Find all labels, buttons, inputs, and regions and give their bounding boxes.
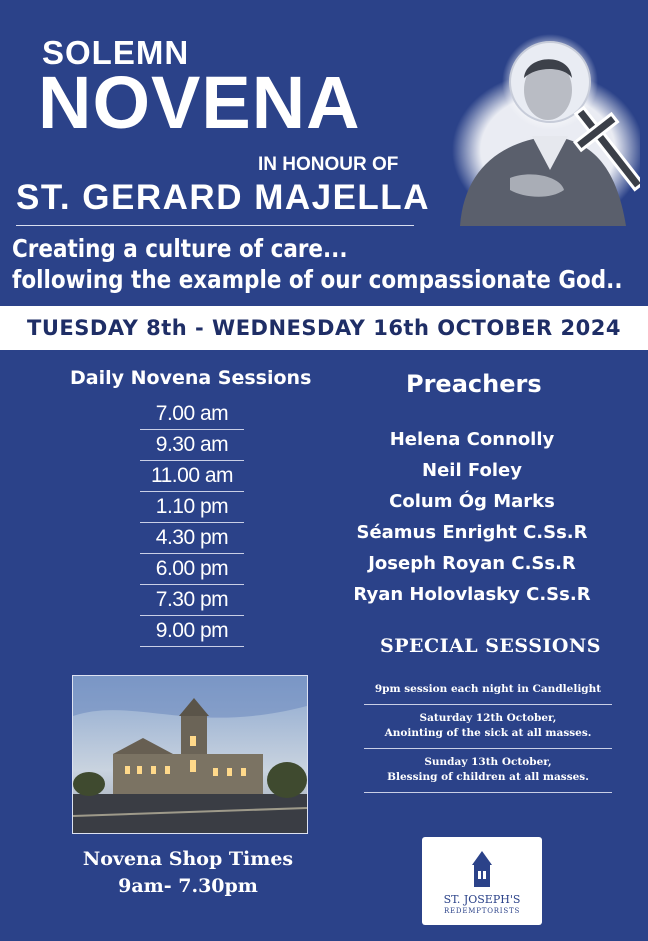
session-time: 7.30 pm xyxy=(140,585,244,616)
special-sessions-list xyxy=(364,676,612,793)
special-sessions-heading: SPECIAL SESSIONS xyxy=(380,635,601,657)
tagline-line-1: Creating a culture of care... xyxy=(12,234,348,263)
special-session-line: 9pm session each night in Candlelight xyxy=(374,683,602,695)
preacher-name: Helena Connolly xyxy=(389,429,555,450)
preacher-name: Neil Foley xyxy=(422,460,522,481)
preacher-name: Ryan Holovlasky C.Ss.R xyxy=(353,584,591,605)
logo-name: ST. JOSEPH'S xyxy=(443,893,521,906)
saint-name: ST. GERARD MAJELLA xyxy=(16,178,430,217)
title-divider xyxy=(16,225,414,226)
session-time: 11.00 am xyxy=(140,461,244,492)
preacher-name: Colum Óg Marks xyxy=(389,491,555,512)
special-session-line: Sunday 13th October, xyxy=(424,756,552,768)
session-time: 6.00 pm xyxy=(140,554,244,585)
shop-heading: Novena Shop Times xyxy=(82,848,294,870)
preachers-heading: Preachers xyxy=(406,370,542,398)
tagline-line-2: following the example of our compassionate God.. xyxy=(12,265,623,294)
redemptorists-logo xyxy=(422,837,542,925)
preacher-name: Joseph Royan C.Ss.R xyxy=(368,553,576,574)
preachers-list xyxy=(350,424,594,610)
session-time: 9.00 pm xyxy=(140,616,244,647)
session-time: 4.30 pm xyxy=(140,523,244,554)
special-session-item xyxy=(364,749,612,793)
title-novena: NOVENA xyxy=(38,61,361,144)
church-photo xyxy=(72,675,308,834)
special-session-line: Blessing of children at all masses. xyxy=(387,771,589,783)
church-photo-image xyxy=(73,676,307,833)
preacher-name: Séamus Enright C.Ss.R xyxy=(356,522,588,543)
logo-subtitle: REDEMPTORISTS xyxy=(443,907,521,915)
special-session-line: Saturday 12th October, xyxy=(419,712,557,724)
shop-info xyxy=(60,846,316,900)
sessions-heading: Daily Novena Sessions xyxy=(70,367,312,389)
special-session-item xyxy=(364,676,612,705)
in-honour-of: IN HONOUR OF xyxy=(258,154,399,175)
tagline xyxy=(12,233,623,295)
special-session-item xyxy=(364,705,612,749)
session-time: 7.00 am xyxy=(140,399,244,430)
session-times-list xyxy=(140,399,244,647)
date-banner: TUESDAY 8th - WEDNESDAY 16th OCTOBER 2024 xyxy=(0,306,648,350)
special-session-line: Anointing of the sick at all masses. xyxy=(384,727,592,739)
shop-hours: 9am- 7.30pm xyxy=(118,875,258,897)
session-time: 1.10 pm xyxy=(140,492,244,523)
session-time: 9.30 am xyxy=(140,430,244,461)
church-icon xyxy=(470,849,494,889)
saint-portrait-image xyxy=(440,30,640,226)
title-solemn: SOLEMN xyxy=(42,34,190,71)
